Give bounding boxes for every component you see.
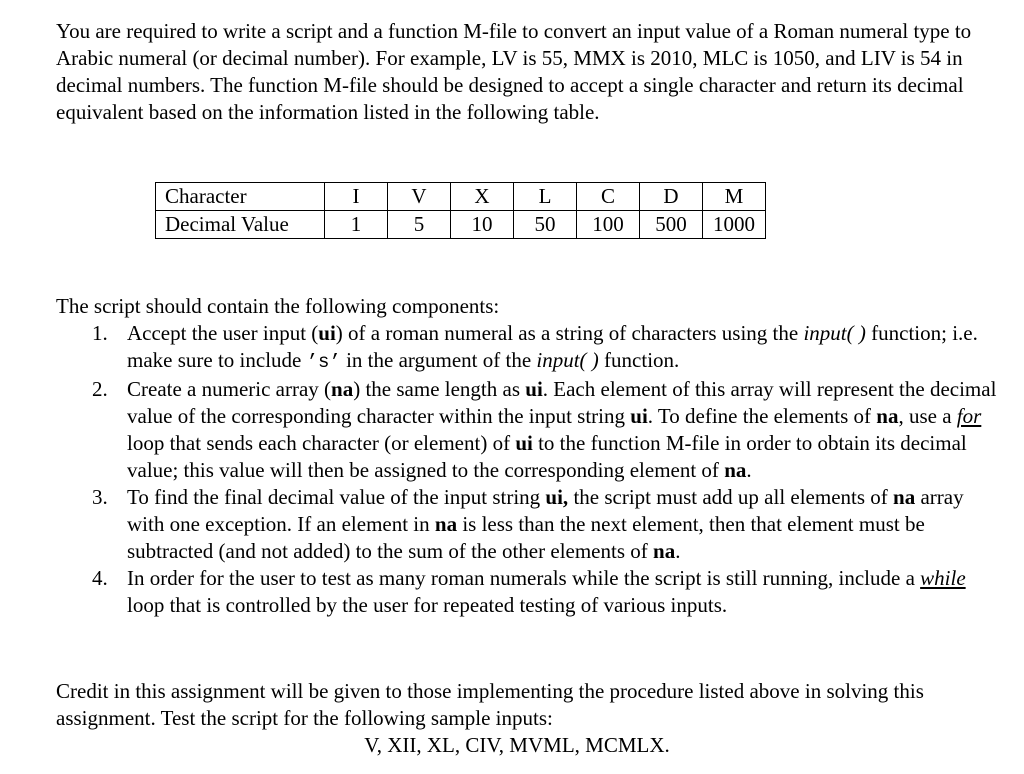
keyword-na: na <box>724 458 747 482</box>
step-text: in the argument of the <box>340 348 537 372</box>
list-number: 3. <box>92 485 108 509</box>
keyword-input-function: input( ) <box>803 321 866 345</box>
value-cell: 1000 <box>703 211 766 239</box>
decimal-value-row <box>156 211 766 239</box>
sample-inputs: V, XII, XL, CIV, MVML, MCMLX. <box>364 733 670 757</box>
character-cell: C <box>577 183 640 211</box>
value-cell: 1 <box>325 211 388 239</box>
character-cell: L <box>514 183 577 211</box>
roman-numeral-table <box>155 182 766 239</box>
keyword-input-function: input( ) <box>536 348 599 372</box>
character-cell: V <box>388 183 451 211</box>
step-text: Create a numeric array ( <box>127 377 332 401</box>
value-cell: 100 <box>577 211 640 239</box>
keyword-na: na <box>893 485 916 509</box>
list-number: 2. <box>92 377 108 401</box>
step-text: is less than the next element, then that element must be subtracted (and not added) to the sum of the other elements of <box>127 512 925 563</box>
keyword-na: na <box>434 512 458 536</box>
keyword-ui: ui <box>630 404 648 428</box>
step-text: . Each element of this array will represent the decimal value of the corresponding character within the input string <box>127 377 997 428</box>
keyword-for: for <box>956 404 982 428</box>
list-number: 4. <box>92 566 108 590</box>
keyword-ui: ui <box>318 321 336 345</box>
step-text: . <box>746 458 752 482</box>
step-text: . <box>675 539 681 563</box>
step-text: function. <box>598 348 680 372</box>
value-cell: 500 <box>640 211 703 239</box>
step-text: the script must add up all elements of <box>568 485 894 509</box>
value-cell: 50 <box>514 211 577 239</box>
step-text: Accept the user input ( <box>127 321 319 345</box>
list-item <box>56 565 1001 619</box>
keyword-s-argument: ’s’ <box>306 351 341 373</box>
step-text: ) of a roman numeral as a string of characters using the <box>335 321 804 345</box>
value-cell: 10 <box>451 211 514 239</box>
keyword-ui: ui <box>515 431 533 455</box>
character-header: Character <box>156 183 325 211</box>
value-cell: 5 <box>388 211 451 239</box>
character-cell: M <box>703 183 766 211</box>
character-cell: D <box>640 183 703 211</box>
keyword-na: na <box>331 377 354 401</box>
character-cell: I <box>325 183 388 211</box>
keyword-na: na <box>876 404 899 428</box>
keyword-ui: ui, <box>545 485 569 509</box>
character-row <box>156 183 766 211</box>
step-text: . To define the elements of <box>647 404 877 428</box>
list-item <box>56 320 1001 376</box>
step-text: loop that is controlled by the user for repeated testing of various inputs. <box>127 593 728 617</box>
step-text: function; i.e. make sure to include <box>127 321 978 372</box>
step-text: , use a <box>898 404 957 428</box>
list-number: 1. <box>92 321 108 345</box>
step-text: To find the final decimal value of the input string <box>127 485 546 509</box>
step-text: ) the same length as <box>353 377 526 401</box>
character-cell: X <box>451 183 514 211</box>
step-text: to the function M-file in order to obtain its decimal value; this value will then be assigned to the corresponding element of <box>127 431 967 482</box>
components-list <box>56 320 1001 619</box>
list-item <box>56 376 1001 484</box>
credit-paragraph: Credit in this assignment will be given to those implementing the procedure listed above in solving this assignment. Test the script for the following sample inputs: <box>56 679 924 730</box>
components-heading: The script should contain the following components: <box>56 294 500 318</box>
keyword-while: while <box>920 566 966 590</box>
step-text: loop that sends each character (or element) of <box>127 431 516 455</box>
keyword-ui: ui <box>525 377 543 401</box>
decimal-value-header: Decimal Value <box>156 211 325 239</box>
intro-paragraph: You are required to write a script and a function M-file to convert an input value of a Roman numeral type to Arabic numeral (or decimal number). For example, LV is 55, MMX is 2010, MLC is 1050, and LIV is 54 in decimal numbers. The function M-file should be designed to accept a single character and return its decimal equivalent based on the information listed in the following table. <box>56 19 972 124</box>
list-item <box>56 484 1001 565</box>
step-text: In order for the user to test as many roman numerals while the script is still running, include a <box>127 566 921 590</box>
keyword-na: na <box>653 539 676 563</box>
step-text: array with one exception. If an element in <box>127 485 964 536</box>
